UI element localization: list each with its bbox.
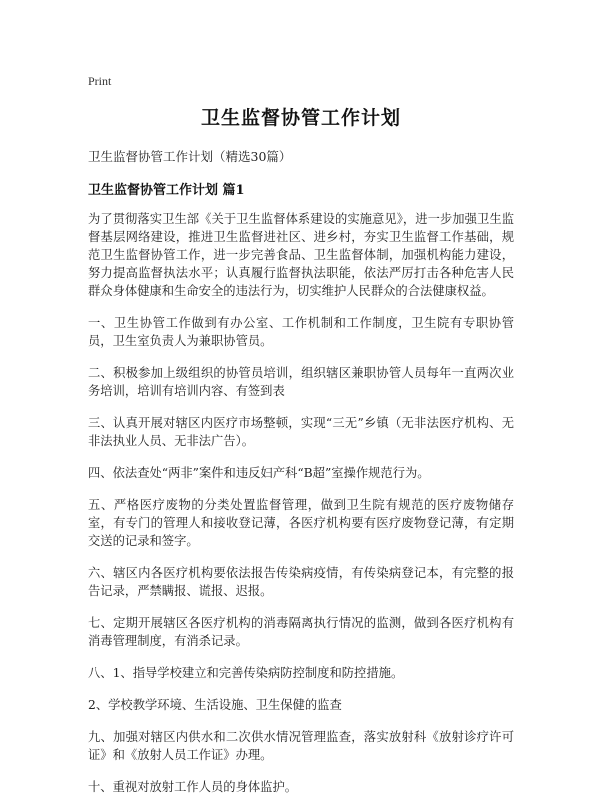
paragraph-item-5: 五、严格医疗废物的分类处置监督管理，做到卫生院有规范的医疗废物储存室，有专门的管理人和接收登记薄，各医疗机构要有医疗废物登记薄，有定期交送的记录和签字。	[88, 498, 514, 548]
section-heading: 卫生监督协管工作计划 篇1	[88, 183, 245, 198]
paragraph-item-1: 一、卫生协管工作做到有办公室、工作机制和工作制度，卫生院有专职协管员，卫生室负责人为兼职协管员。	[88, 316, 514, 348]
paragraph-item-8: 八、1、指导学校建立和完善传染病防控制度和防控措施。	[88, 666, 404, 680]
paragraph-item-8-2: 2、学校教学环境、生活设施、卫生保健的监查	[88, 698, 342, 712]
document-title: 卫生监督协管工作计划	[200, 107, 401, 129]
paragraph-item-6: 六、辖区内各医疗机构要依法报告传染病疫情，有传染病登记本，有完整的报告记录，严禁瞒报、谎报、迟报。	[88, 566, 514, 598]
paragraph-item-2: 二、积极参加上级组织的协管员培训，组织辖区兼职协管人员每年一直两次业务培训，培训有培训内容、有签到表	[88, 366, 514, 398]
document-subtitle: 卫生监督协管工作计划（精选30篇）	[88, 149, 292, 164]
print-link[interactable]: Print	[88, 74, 112, 88]
paragraph-item-3: 三、认真开展对辖区内医疗市场整顿，实现“三无”乡镇（无非法医疗机构、无非法执业人员、无非法广告）。	[88, 416, 514, 448]
paragraph-item-4: 四、依法查处“两非”案件和违反妇产科“B超”室操作规范行为。	[88, 466, 430, 480]
paragraph-item-9: 九、加强对辖区内供水和二次供水情况管理监查，落实放射科《放射诊疗许可证》和《放射人员工作证》办理。	[88, 730, 514, 762]
paragraph-item-10: 十、重视对放射工作人员的身体监护。	[88, 780, 298, 794]
paragraph-item-7: 七、定期开展辖区各医疗机构的消毒隔离执行情况的监测，做到各医疗机构有消毒管理制度，有消杀记录。	[88, 616, 514, 648]
paragraph-intro: 为了贯彻落实卫生部《关于卫生监督体系建设的实施意见》，进一步加强卫生监督基层网络建设，推进卫生监督进社区、进乡村，夯实卫生监督工作基础，规范卫生监督协管工作，进一步完善食品、卫生监督体制，加强机构能力建设，努力提高监督执法水平；认真履行监督执法职能，依法严厉打击各种危害人民群众身体健康和生命安全的违法行为，切实维护人民群众的合法健康权益。	[88, 212, 514, 298]
